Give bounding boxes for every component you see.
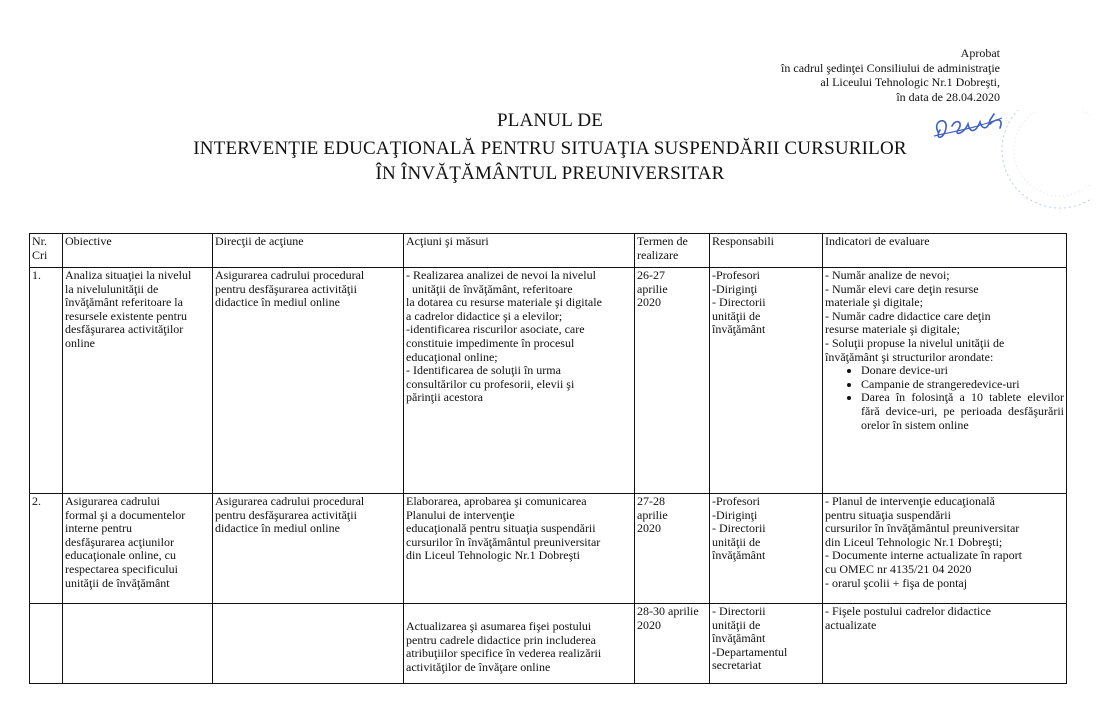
title-line-2: INTERVENŢIE EDUCAŢIONALĂ PENTRU SITUAŢIA SUSPENDĂRII CURSURILOR: [193, 138, 907, 159]
list-item: • Darea în folosinţă a 10 tablete elevilor fără device-uri, pe perioada desfăşurării orelor în sistem online: [861, 391, 1064, 432]
row1-termen: 26-27 aprilie 2020: [635, 268, 710, 494]
row1-nr: 1.: [30, 268, 63, 494]
row3-directii: [213, 604, 404, 684]
table-header-row: [30, 234, 1067, 268]
row1-obiective: Analiza situaţiei la nivelul la nivelulunităţii de învăţământ referitoare la resursele existente pentru desfăşurarea activităţilor online: [63, 268, 213, 494]
title-line-1: PLANUL DE: [496, 110, 604, 131]
solutions-list: [825, 364, 1064, 432]
approval-line: al Liceului Tehnologic Nr.1 Dobreşti,: [820, 75, 1000, 89]
header-indicatori: Indicatori de evaluare: [823, 234, 1067, 268]
row2-termen: 27-28 aprilie 2020: [635, 494, 710, 604]
row2-responsabili: -Profesori -Diriginţi - Directorii unităţii de învăţământ: [710, 494, 823, 604]
row2-nr: 2.: [30, 494, 63, 604]
row2-directii: Asigurarea cadrului procedural pentru desfăşurarea activităţii didactice în mediul online: [213, 494, 404, 604]
approval-line: Aprobat: [960, 46, 1000, 60]
plan-table: [29, 233, 1067, 684]
row1-directii: Asigurarea cadrului procedural pentru desfăşurarea activităţii didactice în mediul online: [213, 268, 404, 494]
row1-actiuni: - Realizarea analizei de nevoi la nivelul unităţii de învăţământ, referitoare la dotarea cu resurse materiale şi digitale a cadrelor didactice şi a elevilor; -identificarea riscurilor asociate, care constituie impedimente în procesul educaţional online; - Identificarea de soluţii în urma consultărilor cu profesorii, elevii şi părinţii acestora: [404, 268, 635, 494]
row2-obiective: Asigurarea cadrului formal şi a documentelor interne pentru desfăşurarea acţiunilor educaţionale online, cu respectarea specificului unităţii de învăţământ: [63, 494, 213, 604]
header-nr: Nr. Cri: [30, 234, 63, 268]
table-row: [30, 604, 1067, 684]
approval-date: în data de 28.04.2020: [896, 89, 1000, 104]
row3-obiective: [63, 604, 213, 684]
row2-actiuni: Elaborarea, aprobarea şi comunicarea Planului de intervenţie educaţională pentru situaţia suspendării cursurilor în învăţământul preuniversitar din Liceul Tehnologic Nr.1 Dobreşti: [404, 494, 635, 604]
row3-nr: [30, 604, 63, 684]
header-actiuni: Acţiuni şi măsuri: [404, 234, 635, 268]
table-row: [30, 268, 1067, 494]
header-directii: Direcţii de acţiune: [213, 234, 404, 268]
title-line-3: ÎN ÎNVĂŢĂMÂNTUL PREUNIVERSITAR: [375, 163, 725, 184]
row2-indicatori: - Planul de intervenţie educaţională pentru situaţia suspendării cursurilor în învăţământul preuniversitar din Liceul Tehnologic Nr.1 Dobreşti; - Documente interne actualizate în raport cu OMEC nr 4135/21 04 2020 - orarul şcolii + fişa de pontaj: [823, 494, 1067, 604]
table-row: [30, 494, 1067, 604]
row1-responsabili: -Profesori -Diriginţi - Directorii unităţii de învăţământ: [710, 268, 823, 494]
list-item: • Campanie de strangeredevice-uri: [861, 378, 1064, 392]
row3-indicatori: - Fişele postului cadrelor didactice actualizate: [823, 604, 1067, 684]
header-termen: Termen de realizare: [635, 234, 710, 268]
approval-line: în cadrul şedinţei Consiliului de administraţie: [781, 60, 1000, 75]
list-item: • Donare device-uri: [861, 364, 1064, 378]
row3-termen: 28-30 aprilie 2020: [635, 604, 710, 684]
row3-actiuni: Actualizarea şi asumarea fişei postului pentru cadrele didactice prin includerea atribuţiilor specifice în vederea realizării activităţilor de învăţare online: [404, 604, 635, 684]
row3-responsabili: - Directorii unităţii de învăţământ -Departamentul secretariat: [710, 604, 823, 684]
row1-indicatori: - Număr analize de nevoi; - Număr elevi care deţin resurse materiale şi digitale; - Număr cadre didactice care deţin resurse materiale şi digitale; - Soluţii propuse la nivelul unităţii de învăţământ şi structurilor arondate: • Donare device-uri • Campanie de strangeredevice-uri • Darea în folosinţă a 10 tablete elevilor fără device-uri, pe perioada desfăşurării orelor în sistem online: [823, 268, 1067, 494]
header-obiective: Obiective: [63, 234, 213, 268]
approval-note: [781, 46, 1000, 104]
header-responsabili: Responsabili: [710, 234, 823, 268]
